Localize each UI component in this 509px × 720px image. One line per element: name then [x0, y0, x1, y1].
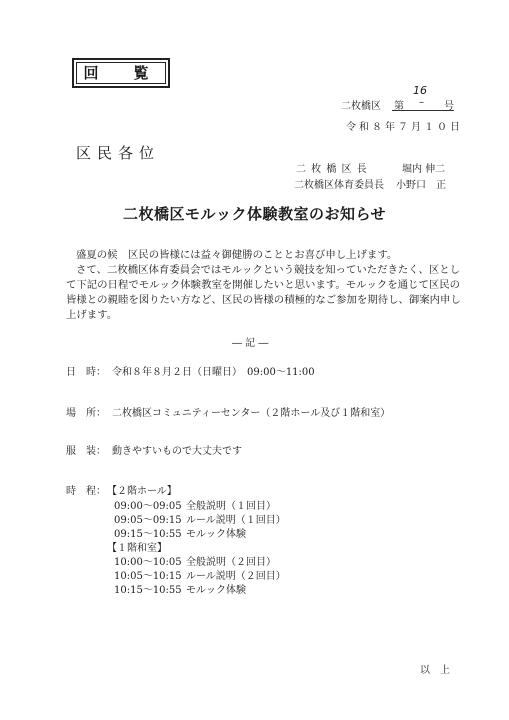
clothing-value: 動きやすいもので大丈夫です — [112, 446, 242, 457]
sender-role-1: 二 枚 橋 区 長 — [296, 164, 368, 175]
datetime-label: 日 時： — [66, 367, 106, 378]
datetime-value: 令和８年８月２日（日曜日） 09:00～11:00 — [112, 367, 315, 378]
body-line-4: 皆様との親睦を図りたい方など、区民の皆様の積極的なご参加を期待し、御案内申し — [66, 294, 461, 306]
body-line-3: て下記の日程でモルック体験教室を開催したいと思います。モルックを通じて区民の — [66, 279, 461, 291]
ki-marker: ― 記 ― — [232, 338, 269, 349]
circular-stamp: 回 覧 — [83, 64, 159, 82]
schedule-hall-text-2: ルール説明（１回目） — [186, 515, 286, 526]
body-line-1: 盛夏の候 区民の皆様には益々御健勝のこととお喜び申し上げます。 — [76, 249, 398, 261]
schedule-washitsu-text-2: ルール説明（２回目） — [186, 571, 286, 582]
circular-underline — [392, 110, 454, 111]
place-label: 場 所： — [66, 408, 106, 419]
place-value: 二枚橋区コミュニティーセンター（２階ホール及び１階和室） — [112, 408, 391, 419]
schedule-hall-heading: 【２階ホール】 — [107, 486, 177, 497]
schedule-hall-time-2: 09:05～09:15 — [114, 515, 182, 526]
schedule-hall-text-1: 全般説明（１回目） — [186, 501, 276, 512]
circular-dai: 第 — [394, 101, 404, 112]
circular-suffix: 号 — [444, 101, 454, 112]
schedule-washitsu-text-1: 全般説明（２回目） — [186, 557, 276, 568]
addressee: 区民各位 — [76, 144, 161, 162]
schedule-washitsu-time-3: 10:15～10:55 — [114, 585, 182, 596]
schedule-washitsu-time-2: 10:05～10:15 — [114, 571, 182, 582]
schedule-hall-time-3: 09:15～10:55 — [114, 529, 182, 540]
schedule-hall-time-1: 09:00～09:05 — [114, 501, 182, 512]
schedule-hall-text-3: モルック体験 — [186, 529, 246, 540]
clothing-label: 服 装： — [66, 446, 106, 457]
circular-dash: – — [419, 97, 424, 108]
schedule-washitsu-heading: 【１階和室】 — [107, 543, 167, 554]
circular-number-handwritten: 16 — [413, 84, 427, 97]
schedule-washitsu-time-1: 10:00～10:05 — [114, 557, 182, 568]
sender-role-2: 二枚橋区体育委員長 — [294, 180, 384, 191]
schedule-label: 時 程： — [66, 486, 106, 497]
body-line-5: 上げます。 — [66, 309, 118, 321]
document-title: 二枚橋区モルック体験教室のお知らせ — [123, 205, 387, 223]
circular-prefix: 二枚橋区 — [341, 101, 381, 112]
schedule-washitsu-text-3: モルック体験 — [186, 585, 246, 596]
body-line-2: さて、二枚橋区体育委員会ではモルックという競技を知っていただきたく、区とし — [76, 264, 461, 276]
closing-ijo: 以 上 — [420, 665, 450, 676]
sender-name-1: 堀内 伸二 — [402, 164, 446, 175]
document-date: 令和８年７月１０日 — [346, 122, 463, 133]
sender-name-2: 小野口 正 — [396, 180, 446, 191]
